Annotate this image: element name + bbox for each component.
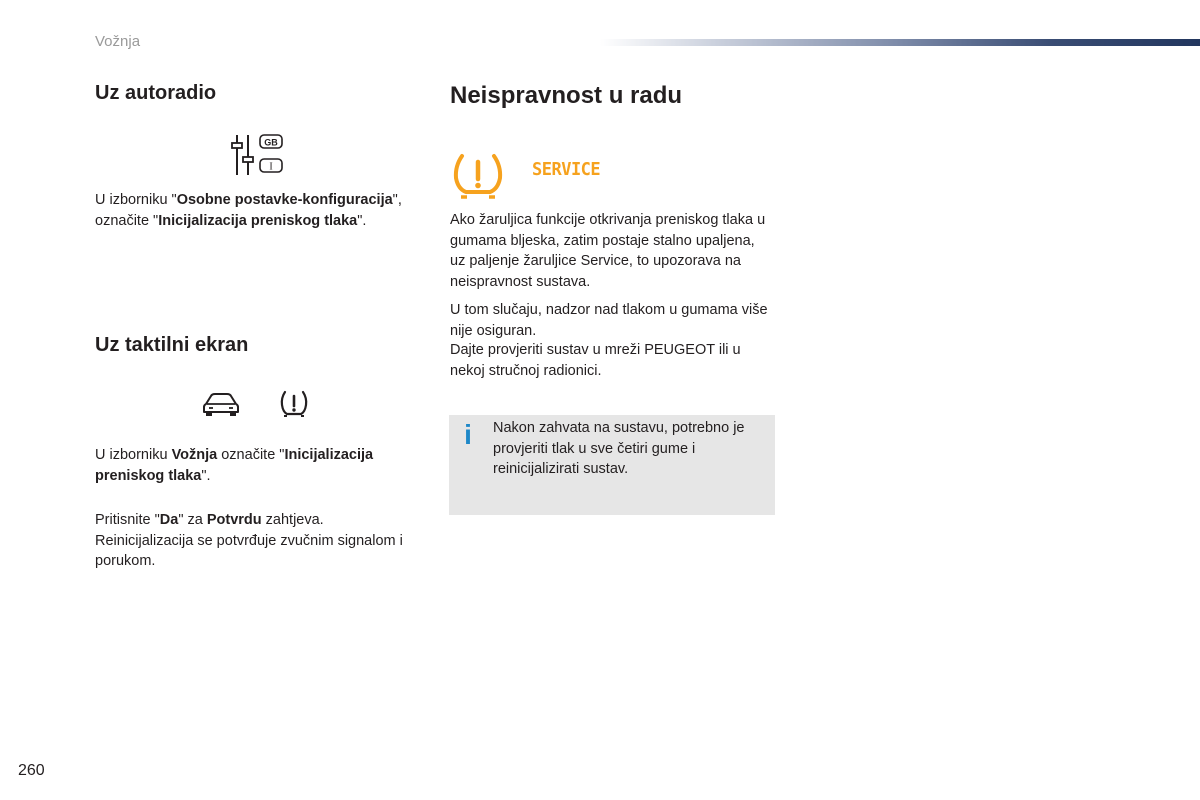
page-number: 260 (18, 762, 45, 779)
tyre-pressure-icon (278, 387, 310, 419)
touchscreen-confirm-instructions: Pritisnite "Da" za Potvrdu zahtjeva. Reinicijalizacija se potvrđuje zvučnim signalom i porukom. (95, 512, 403, 569)
settings-sliders-icon (228, 132, 286, 178)
monitoring-not-ensured-text: U tom slučaju, nadzor nad tlakom u gumama više nije osiguran. (450, 302, 768, 339)
info-box-text: Nakon zahvata na sustavu, potrebno je provjeriti tlak u sve četiri gume i reinicijalizirati sustav. (493, 420, 745, 477)
language-badge-gb: GB (264, 137, 278, 148)
touchscreen-instructions: U izborniku Vožnja označite "Inicijalizacija preniskog tlaka". (95, 447, 374, 484)
service-warning-label: SERVICE (532, 159, 601, 181)
language-badge-i: I (269, 161, 273, 173)
tyre-pressure-warning-icon (452, 152, 504, 200)
info-icon: i (464, 419, 472, 450)
autoradio-instructions: U izborniku "Osobne postavke-konfiguracija", označite "Inicijalizacija preniskog tlaka". (95, 192, 402, 229)
dealer-check-text: Dajte provjeriti sustav u mreži PEUGEOT ili u nekoj stručnoj radionici. (450, 342, 741, 379)
header-gradient-bar (600, 39, 1200, 46)
section-title-touchscreen: Uz taktilni ekran (95, 334, 249, 356)
section-title-malfunction: Neispravnost u radu (450, 82, 683, 109)
chapter-title: Vožnja (95, 33, 141, 50)
section-title-autoradio: Uz autoradio (95, 82, 217, 104)
car-driving-icon (201, 390, 241, 418)
malfunction-description: Ako žaruljica funkcije otkrivanja preniskog tlaka u gumama bljeska, zatim postaje stalno upaljena, uz paljenje žaruljice Service, to upozorava na neispravnost sustava. (450, 212, 766, 290)
